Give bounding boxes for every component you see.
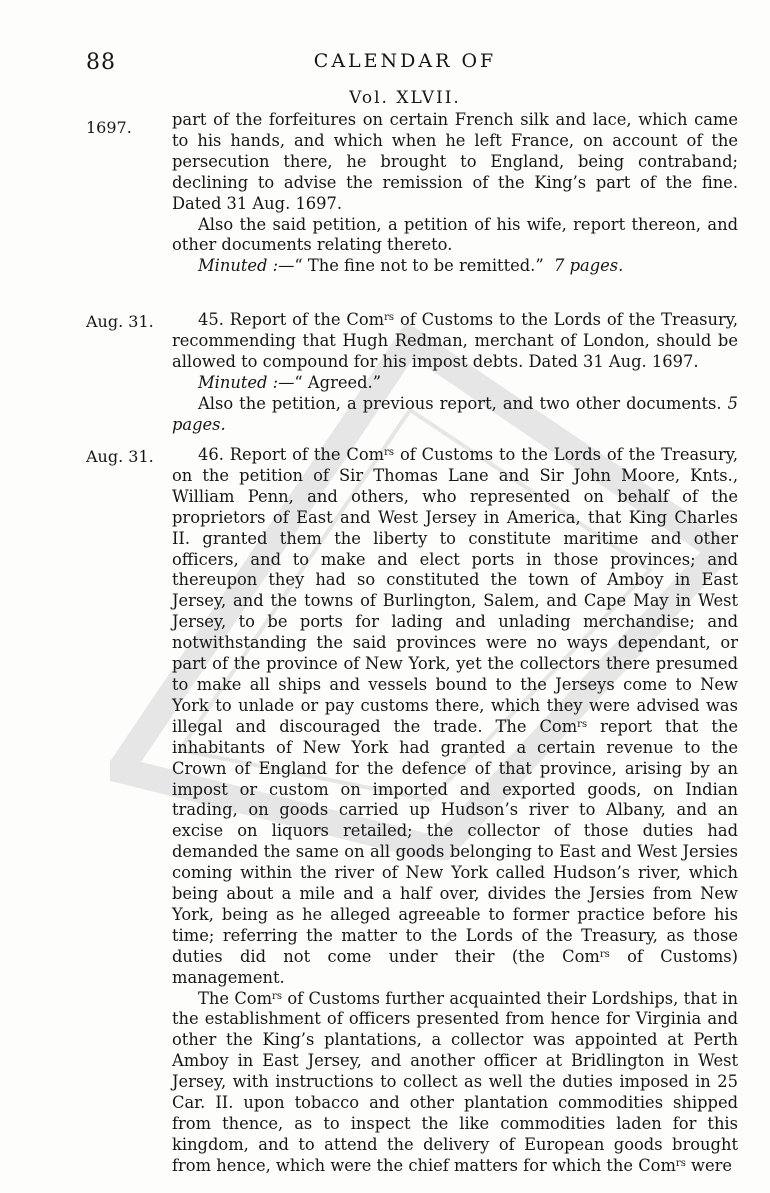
minuted-label: Minuted : (198, 372, 279, 392)
minuted-label: Minuted : (198, 256, 279, 276)
entry-body: 45. Report of the Com$^{rs}$ of Customs to the Lords of the Treasury, recommending that Hugh Redman, merchant of London, should be allowed to compound for his impost debts. Dated 31 Aug. 1697. (172, 310, 738, 371)
page-number: 88 (86, 50, 116, 75)
entry-continuation (172, 110, 738, 277)
entry-46 (172, 445, 738, 1177)
margin-year: 1697. (86, 118, 132, 137)
minuted-text: —“ The fine not to be remitted.” (278, 256, 544, 276)
entry-body: part of the forfeitures on certain French silk and lace, which came to his hands, and which when he left France, on account of the persecution there, he brought to England, being contraband; declining to advise the remission of the King’s part of the fine. Dated 31 Aug. 1697. (172, 110, 738, 213)
volume-heading: Vol. XLVII. (349, 88, 461, 108)
running-title: CALENDAR OF (313, 50, 497, 72)
entry-minute (172, 256, 738, 277)
page-count: 5 pages. (172, 393, 738, 434)
minuted-text: —“ Agreed.” (278, 372, 382, 392)
margin-date: Aug. 31. (86, 312, 154, 331)
entry-minute (172, 373, 738, 394)
entry-45 (172, 310, 738, 435)
entry-also: Also the petition, a previous report, and two other documents. 5 pages. (172, 393, 738, 434)
margin-date: Aug. 31. (86, 447, 154, 466)
entry-body-continued: The Com$^{rs}$ of Customs further acquainted their Lordships, that in the establishment of officers presented from hence for Virginia and other the King’s plantations, a collector was appointed at Perth Amboy in East Jersey, and another officer at Bridlington in West Jersey, with instructions to collect as well the duties imposed in 25 Car. II. upon tobacco and other plantation commodities shipped from thence, as to inspect the like commodities laden for this kingdom, and to attend the delivery of European goods brought from hence, which were the chief matters for which the Com$^{rs}$ were (172, 988, 739, 1175)
entry-body: 46. Report of the Com$^{rs}$ of Customs to the Lords of the Treasury, on the petition of Sir Thomas Lane and Sir John Moore, Knts., William Penn, and others, who represented on behalf of the proprietors of East and West Jersey in America, that King Charles II. granted them the liberty to constitute maritime and other officers, and to make and elect ports in those provinces; and thereupon they had so constituted the town of Amboy in East Jersey, and the towns of Burlington, Salem, and Cape May in West Jersey, to be ports for lading and unlading merchandise; and notwithstanding the said provinces were no ways dependant, or part of the province of New York, yet the collectors there presumed to make all ships and vessels bound to the Jerseys come to New York to unlade or pay customs there, which they were advised was illegal and discouraged the trade. The Com$^{rs}$ report that the inhabitants of New York had granted a certain revenue to the Crown of England for the defence of that province, arising by an impost or custom on imported and exported goods, on Indian trading, on goods carried up Hudson’s river to Albany, and an excise on liquors retailed; the collector of those duties had demanded the same on all goods belonging to East and West Jersies coming within the river of New York called Hudson’s river, which being about a mile and a half over, divides the Jersies from New York, being as he alleged agreeable to former practice before his time; referring the matter to the Lords of the Treasury, as those duties did not come under their (the Com$^{rs}$ of Customs) management. (172, 445, 738, 987)
entry-also: Also the said petition, a petition of his wife, report thereon, and other documents relating thereto. (172, 214, 738, 255)
page-count: 7 pages. (554, 256, 624, 276)
